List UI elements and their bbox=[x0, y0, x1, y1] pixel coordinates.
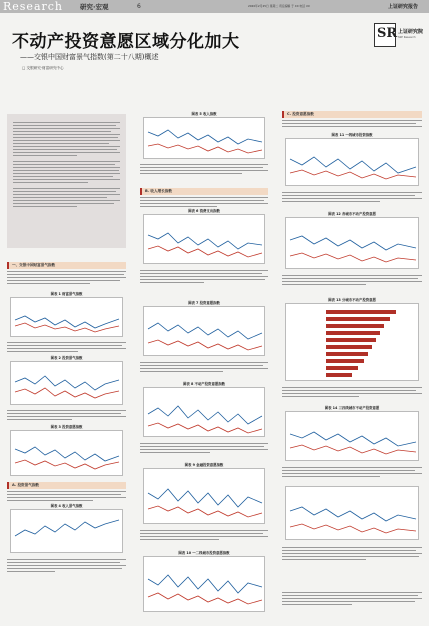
chart-caption-10: 图表 10 一二线城市投资意愿指数 bbox=[178, 551, 230, 555]
body-text-14 bbox=[282, 273, 422, 285]
bar bbox=[326, 352, 368, 356]
chart-3 bbox=[10, 430, 123, 476]
abstract-box bbox=[7, 114, 126, 248]
series-line-1 bbox=[290, 157, 416, 173]
sr-logo: SR bbox=[374, 23, 396, 47]
chart-caption-2: 图表 2 投资景气指数 bbox=[50, 356, 83, 360]
bar bbox=[326, 345, 372, 349]
body-text-13 bbox=[282, 190, 422, 202]
series-line-1 bbox=[148, 575, 262, 593]
logo-sub: SSE Research bbox=[398, 36, 416, 39]
series-line-2 bbox=[148, 423, 262, 433]
issue-info: 2020年2月25日 星期二 责任编辑 于 XX 电话 XX bbox=[248, 4, 310, 8]
page-number: 6 bbox=[137, 2, 141, 10]
chart-11 bbox=[285, 138, 419, 186]
bar bbox=[326, 366, 358, 370]
series-line-1 bbox=[15, 520, 119, 536]
body-text-6 bbox=[140, 162, 268, 174]
body-text-10 bbox=[140, 441, 268, 453]
chart-9 bbox=[143, 468, 265, 524]
series-line-1 bbox=[148, 323, 262, 339]
section-heading-1: 一、交银中国财富景气指数 bbox=[7, 262, 126, 269]
chart-caption-4: 图表 4 收入景气指数 bbox=[50, 504, 83, 508]
article-byline: □ 交银研究·财富研究中心 bbox=[22, 66, 64, 70]
chart-4 bbox=[10, 509, 123, 553]
body-text-11 bbox=[140, 528, 268, 540]
bar bbox=[326, 310, 396, 314]
series-line-2 bbox=[148, 593, 262, 604]
section-heading-3: B. 收入增长指数 bbox=[140, 188, 268, 195]
series-line-1 bbox=[290, 432, 416, 446]
chart-13 bbox=[285, 303, 419, 381]
chart-caption-8: 图表 8 不动产投资意愿指数 bbox=[182, 382, 226, 386]
series-line-1 bbox=[148, 489, 262, 507]
bar bbox=[326, 373, 352, 377]
body-text-12 bbox=[282, 118, 422, 127]
paper-name: 上证研究报告 bbox=[388, 4, 419, 10]
masthead-section: 研究·宏观 bbox=[80, 3, 109, 11]
masthead-research: Research bbox=[3, 0, 64, 13]
body-text-15 bbox=[282, 385, 422, 397]
series-line-2 bbox=[148, 506, 262, 517]
body-text-8 bbox=[140, 268, 268, 283]
body-text-7 bbox=[140, 195, 268, 207]
series-line-1 bbox=[15, 447, 119, 461]
chart-2 bbox=[10, 361, 123, 405]
article-subtitle: ——交银中国财富景气指数(第二十八期)概述 bbox=[20, 53, 159, 61]
bar bbox=[326, 338, 376, 342]
chart-caption-14: 图表 14 三四线城市不动产投资意愿 bbox=[324, 406, 380, 410]
chart-14 bbox=[285, 411, 419, 461]
chart-5 bbox=[143, 117, 265, 159]
chart-8 bbox=[143, 387, 265, 437]
body-text-18 bbox=[282, 590, 422, 605]
series-line-1 bbox=[290, 507, 416, 521]
chart-1 bbox=[10, 297, 123, 337]
article-title: 不动产投资意愿区域分化加大 bbox=[12, 32, 240, 52]
chart-12 bbox=[285, 217, 419, 269]
section-heading-4: C. 投资意愿指数 bbox=[282, 111, 422, 118]
series-line-2 bbox=[290, 445, 416, 454]
body-text-9 bbox=[140, 360, 268, 372]
chart-caption-6: 图表 6 消费支出指数 bbox=[188, 209, 220, 213]
logo-text: 上证研究院 bbox=[398, 29, 424, 35]
series-line-1 bbox=[290, 236, 416, 250]
body-text-5 bbox=[7, 557, 126, 572]
chart-caption-1: 图表 1 财富景气指数 bbox=[50, 292, 83, 296]
series-line-2 bbox=[290, 253, 416, 262]
series-line-2 bbox=[15, 460, 119, 469]
chart-caption-9: 图表 9 金融投资意愿指数 bbox=[184, 463, 224, 467]
chart-caption-13: 图表 13 分城市不动产投资意愿 bbox=[328, 298, 376, 302]
chart-15 bbox=[285, 486, 419, 540]
chart-caption-7: 图表 7 投资意愿指数 bbox=[188, 301, 220, 305]
bar bbox=[326, 324, 384, 328]
series-line-1 bbox=[148, 130, 262, 144]
bar bbox=[326, 359, 364, 363]
series-line-2 bbox=[15, 388, 119, 398]
body-text-16 bbox=[282, 465, 422, 477]
series-line-2 bbox=[148, 246, 262, 257]
body-text-2 bbox=[7, 340, 126, 352]
series-line-1 bbox=[148, 233, 262, 249]
section-heading-2: A. 投资景气指数 bbox=[7, 482, 126, 489]
chart-7 bbox=[143, 306, 265, 356]
series-line-2 bbox=[290, 524, 416, 533]
chart-6 bbox=[143, 214, 265, 264]
chart-caption-5: 图表 5 收入指数 bbox=[191, 112, 217, 116]
series-line-1 bbox=[15, 376, 119, 390]
series-line-1 bbox=[148, 406, 262, 424]
body-text-17 bbox=[282, 545, 422, 560]
series-line-2 bbox=[148, 340, 262, 350]
bar bbox=[326, 331, 380, 335]
chart-caption-3: 图表 3 投资意愿指数 bbox=[50, 425, 83, 429]
series-line-2 bbox=[290, 170, 416, 179]
bar bbox=[326, 317, 390, 321]
series-line-2 bbox=[148, 144, 262, 153]
chart-10 bbox=[143, 556, 265, 612]
masthead-bar bbox=[0, 0, 429, 13]
body-text-3 bbox=[7, 408, 126, 420]
body-text-1 bbox=[7, 269, 126, 284]
body-text-4 bbox=[7, 489, 126, 501]
chart-caption-12: 图表 12 各城市不动产投资意愿 bbox=[328, 212, 376, 216]
chart-caption-11: 图表 11 一线城市投资指数 bbox=[331, 133, 373, 137]
